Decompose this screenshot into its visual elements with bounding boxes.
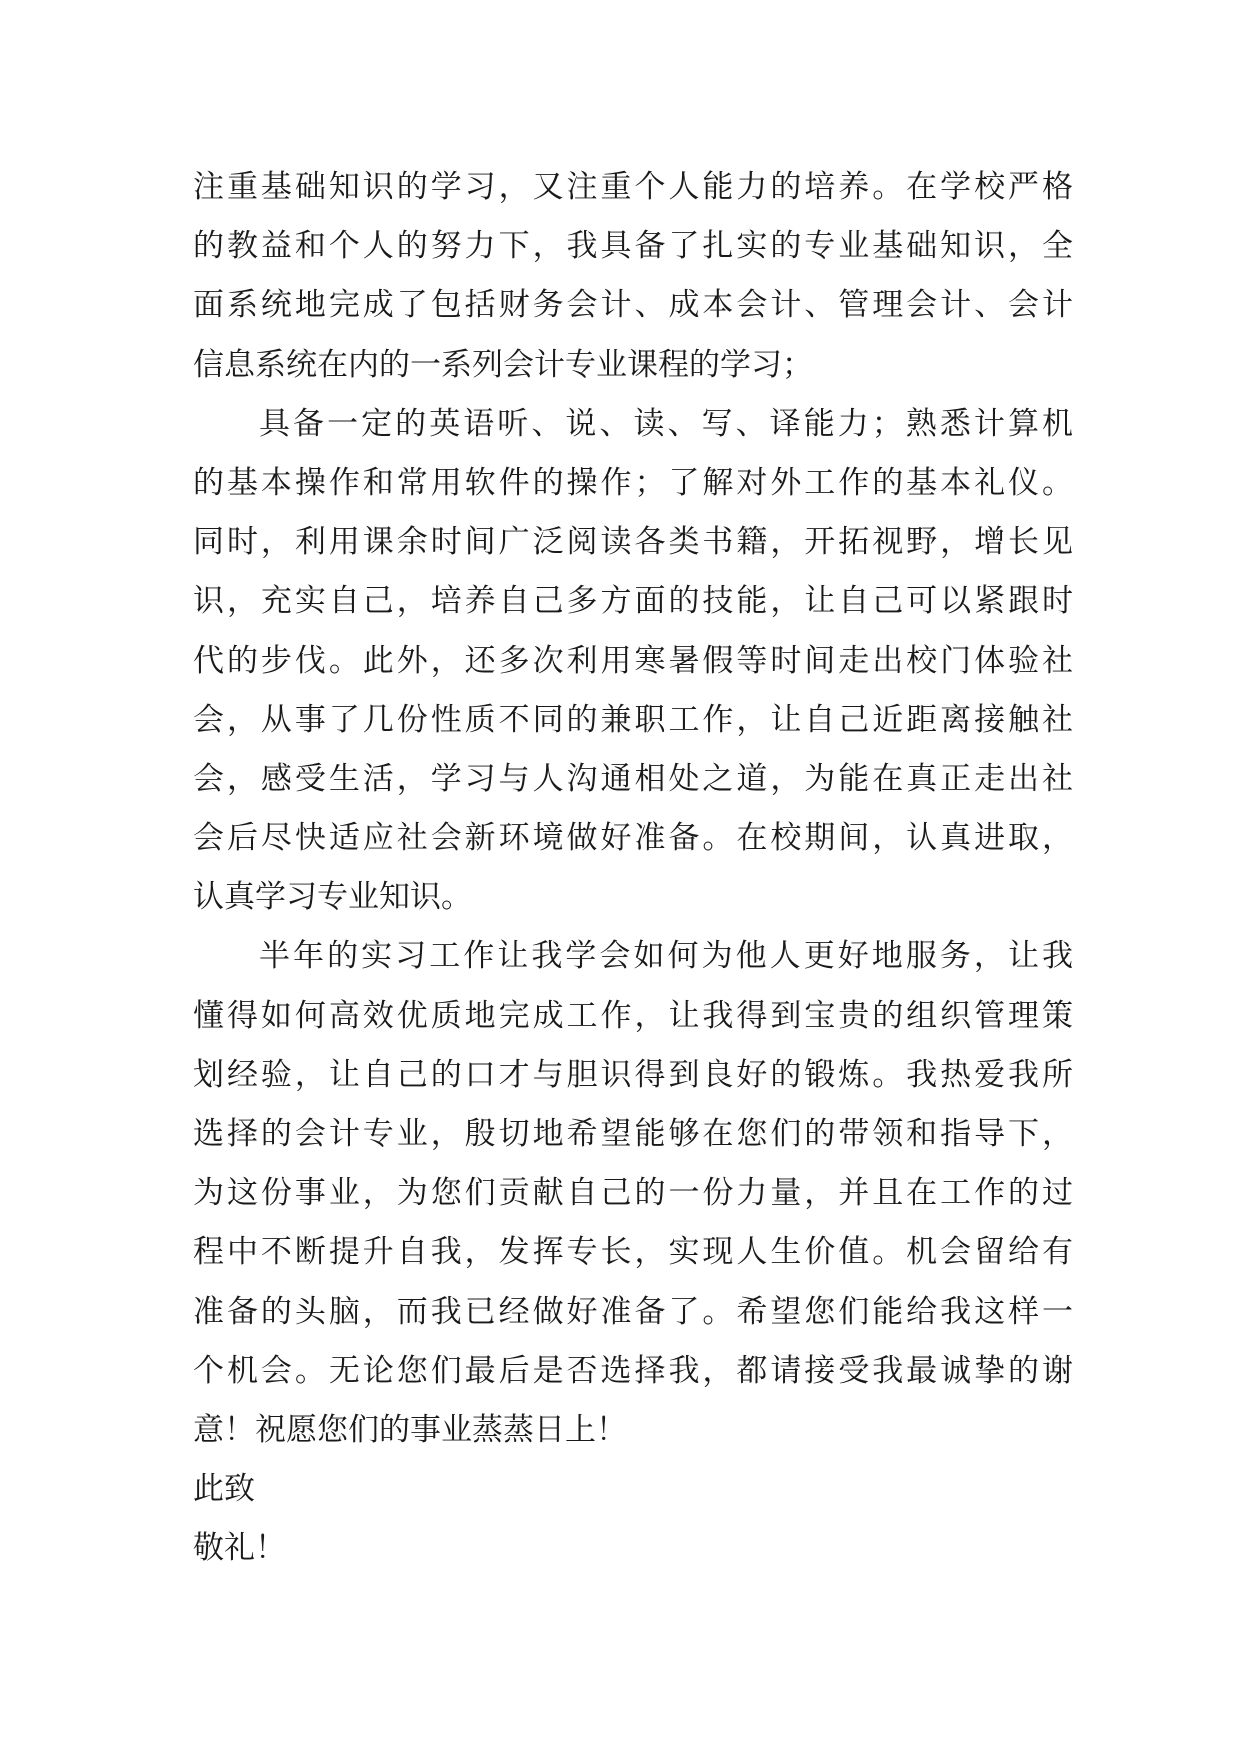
text-line: 程中不断提升自我，发挥专长，实现人生价值。机会留给有	[193, 1234, 1073, 1271]
text-line: 选择的会计专业，殷切地希望能够在您们的带领和指导下，	[193, 1116, 1073, 1152]
text-line: 个机会。无论您们最后是否选择我，都请接受我最诚挚的谢	[193, 1352, 1073, 1389]
text-line: 的基本操作和常用软件的操作；了解对外工作的基本礼仪。	[193, 464, 1073, 501]
text-line: 会，从事了几份性质不同的兼职工作，让自己近距离接触社	[193, 701, 1073, 738]
letter-closing	[193, 1460, 1073, 1578]
paragraph-education	[193, 158, 1073, 395]
paragraph-internship	[193, 927, 1073, 1460]
text-line: 半年的实习工作让我学会如何为他人更好地服务，让我	[259, 938, 1073, 975]
letter-body	[193, 158, 1073, 1579]
text-line: 信息系统在内的一系列会计专业课程的学习；	[193, 346, 813, 383]
text-line: 懂得如何高效优质地完成工作，让我得到宝贵的组织管理策	[193, 997, 1073, 1034]
text-line: 具备一定的英语听、说、读、写、译能力；熟悉计算机	[259, 405, 1073, 442]
text-line: 代的步伐。此外，还多次利用寒暑假等时间走出校门体验社	[193, 642, 1073, 679]
text-line: 准备的头脑，而我已经做好准备了。希望您们能给我这样一	[193, 1293, 1073, 1330]
text-line: 同时，利用课余时间广泛阅读各类书籍，开拓视野，增长见	[193, 524, 1073, 561]
paragraph-skills	[193, 395, 1073, 928]
text-line: 注重基础知识的学习，又注重个人能力的培养。在学校严格	[193, 169, 1073, 205]
text-line: 认真学习专业知识。	[193, 879, 472, 916]
text-line: 会后尽快适应社会新环境做好准备。在校期间，认真进取，	[193, 820, 1073, 857]
text-line: 为这份事业，为您们贡献自己的一份力量，并且在工作的过	[193, 1175, 1073, 1212]
text-line: 的教益和个人的努力下，我具备了扎实的专业基础知识，全	[193, 228, 1073, 265]
text-line: 识，充实自己，培养自己多方面的技能，让自己可以紧跟时	[193, 583, 1073, 620]
closing-regards: 敬礼！	[193, 1530, 286, 1567]
text-line: 面系统地完成了包括财务会计、成本会计、管理会计、会计	[193, 287, 1073, 324]
text-line: 划经验，让自己的口才与胆识得到良好的锻炼。我热爱我所	[193, 1056, 1073, 1093]
text-line: 会，感受生活，学习与人沟通相处之道，为能在真正走出社	[193, 760, 1073, 797]
text-line: 意！祝愿您们的事业蒸蒸日上！	[193, 1411, 627, 1448]
closing-salutation: 此致	[193, 1471, 255, 1508]
